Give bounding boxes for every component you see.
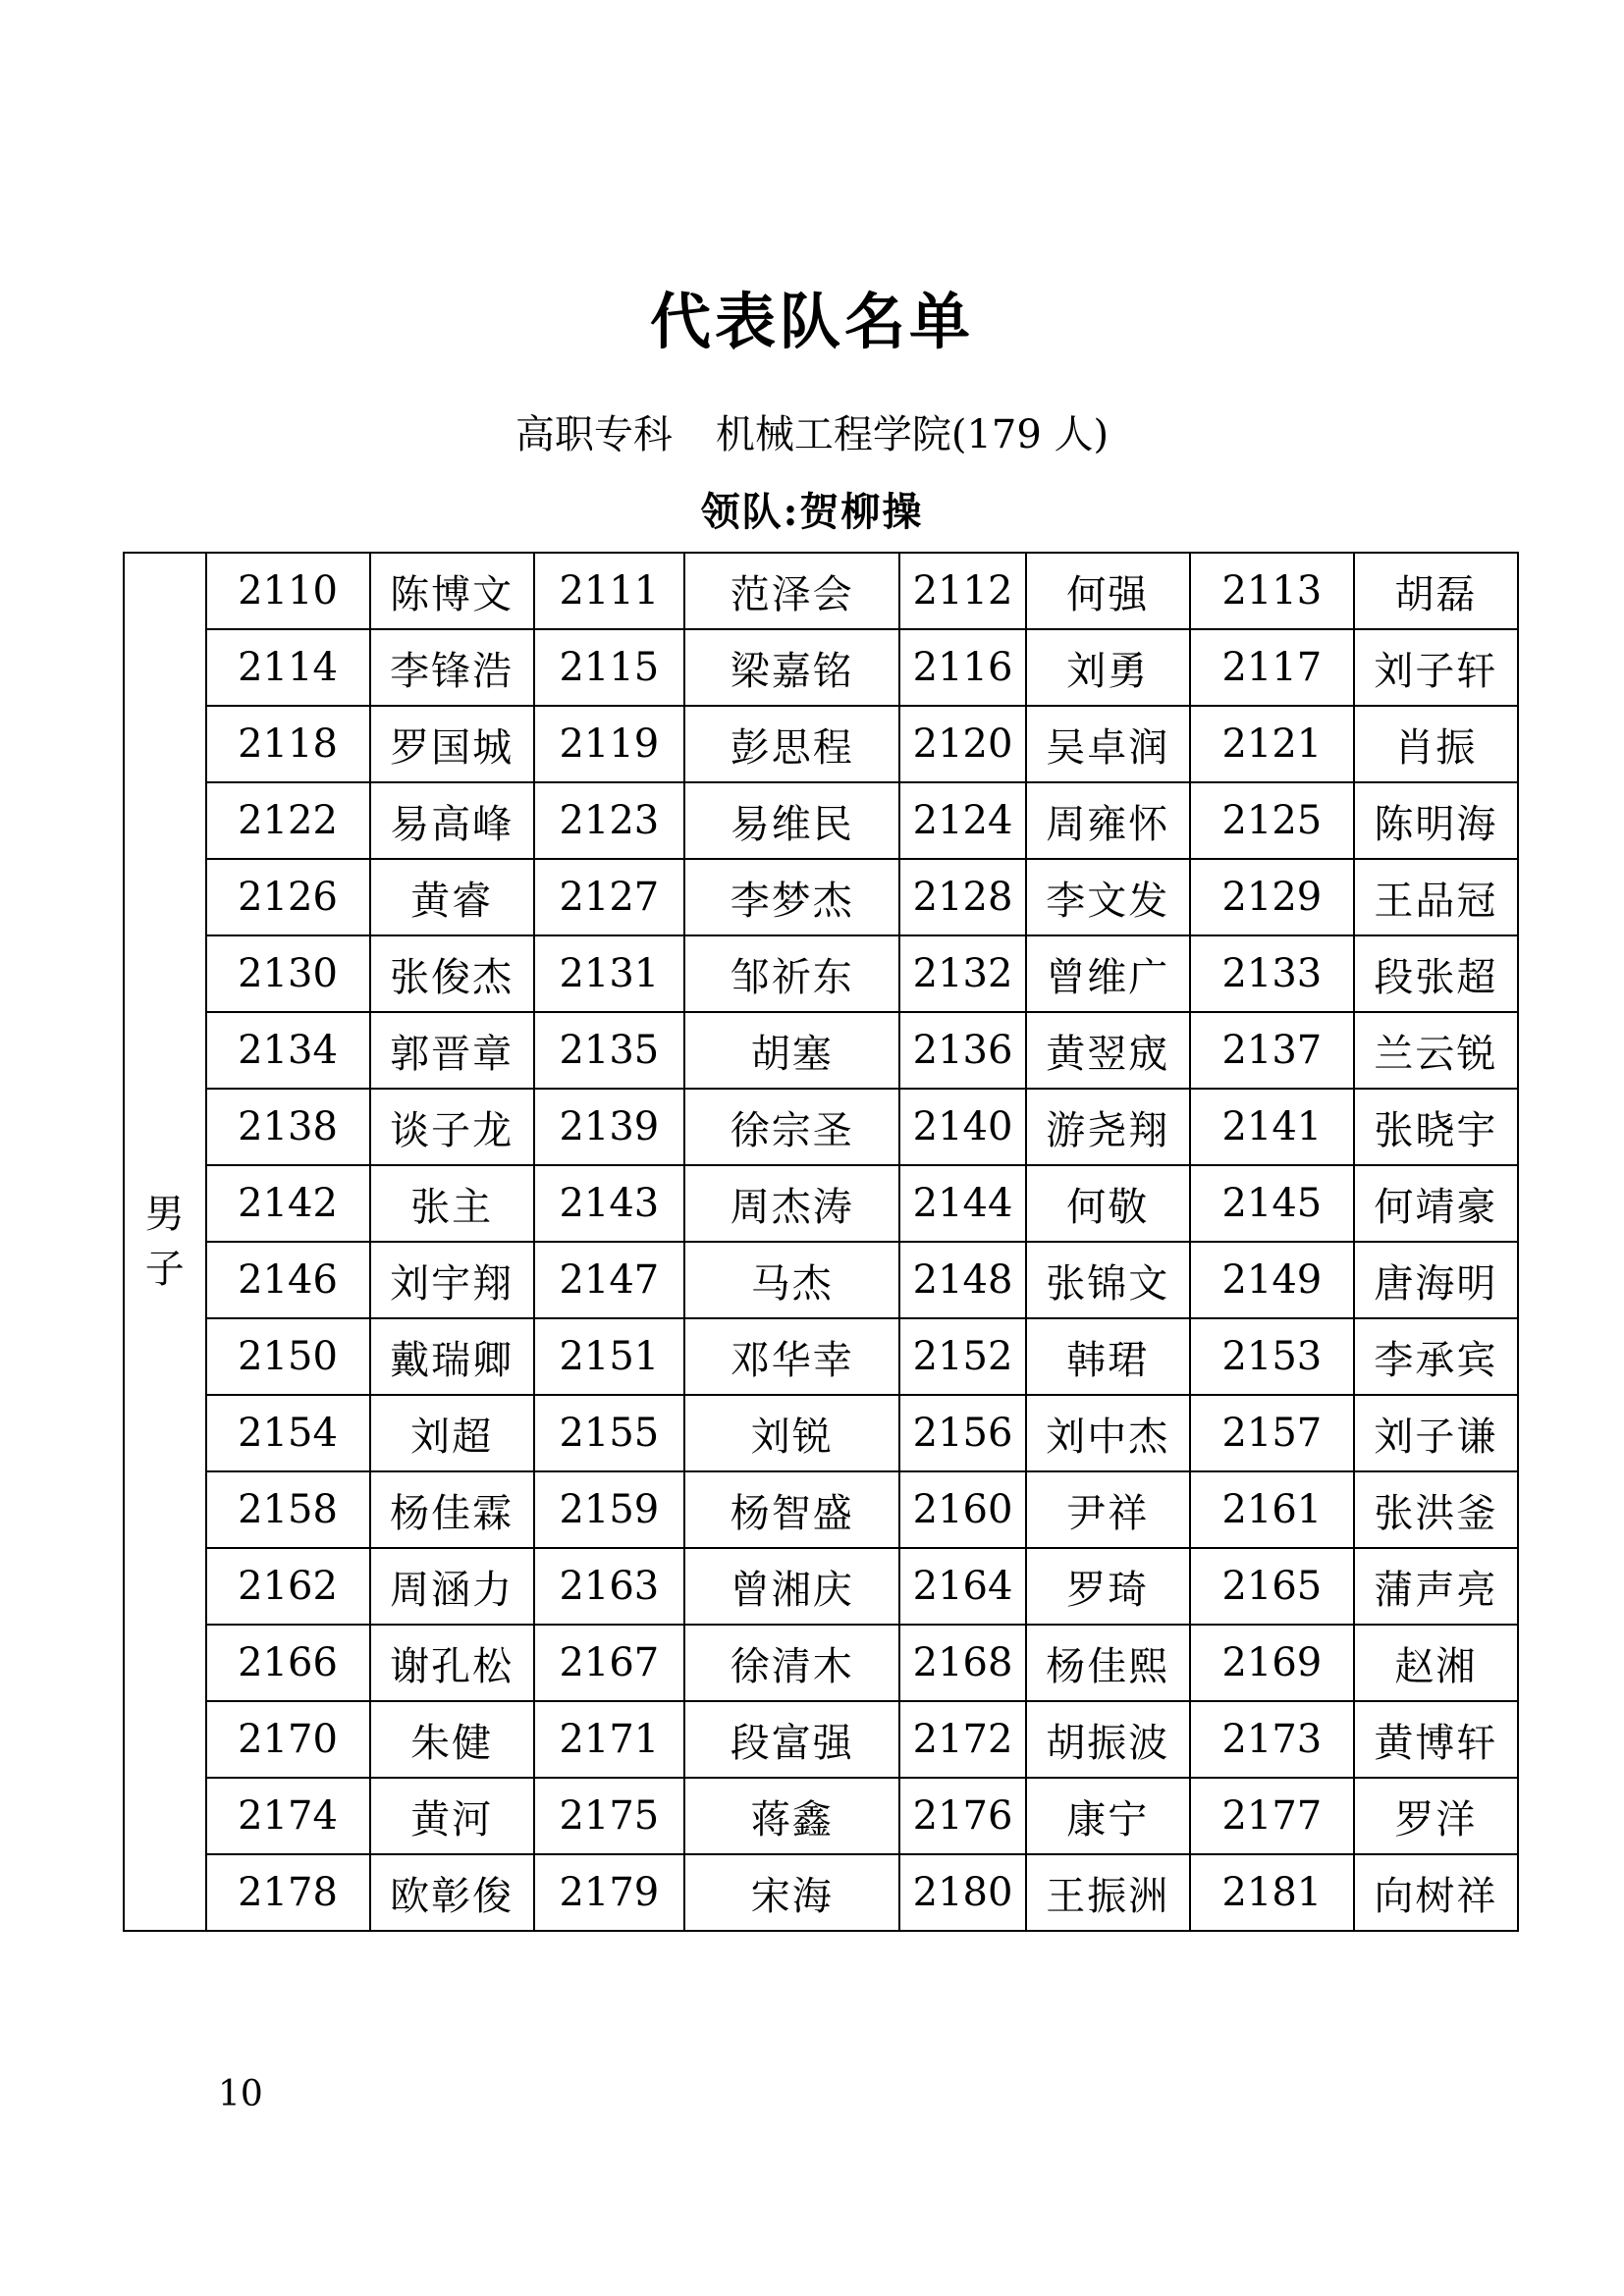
athlete-number: 2110 (206, 553, 370, 629)
athlete-name: 刘子谦 (1354, 1395, 1518, 1471)
athlete-name: 谢孔松 (370, 1625, 534, 1701)
athlete-name: 刘超 (370, 1395, 534, 1471)
athlete-name: 向树祥 (1354, 1854, 1518, 1931)
athlete-name: 张洪釜 (1354, 1471, 1518, 1548)
athlete-number: 2180 (899, 1854, 1025, 1931)
athlete-name: 胡振波 (1026, 1701, 1190, 1778)
athlete-number: 2127 (534, 859, 684, 935)
athlete-name: 徐宗圣 (684, 1089, 899, 1165)
athlete-number: 2123 (534, 782, 684, 859)
team-subtitle (0, 405, 1624, 464)
athlete-name: 段富强 (684, 1701, 899, 1778)
athlete-name: 陈明海 (1354, 782, 1518, 859)
athlete-number: 2153 (1190, 1318, 1354, 1395)
athlete-name: 宋海 (684, 1854, 899, 1931)
athlete-number: 2175 (534, 1778, 684, 1854)
athlete-number: 2129 (1190, 859, 1354, 935)
athlete-name: 张锦文 (1026, 1242, 1190, 1318)
athlete-name: 王振洲 (1026, 1854, 1190, 1931)
athlete-number: 2115 (534, 629, 684, 706)
athlete-name: 郭晋章 (370, 1012, 534, 1089)
athlete-number: 2158 (206, 1471, 370, 1548)
athlete-name: 曾湘庆 (684, 1548, 899, 1625)
athlete-name: 胡塞 (684, 1012, 899, 1089)
athlete-name: 赵湘 (1354, 1625, 1518, 1701)
athlete-name: 杨智盛 (684, 1471, 899, 1548)
athlete-name: 易高峰 (370, 782, 534, 859)
table-row (124, 706, 1518, 782)
athlete-name: 张晓宇 (1354, 1089, 1518, 1165)
leader-name: 贺柳操 (799, 489, 924, 535)
category-label: 高职专科 (514, 412, 673, 457)
athlete-number: 2133 (1190, 935, 1354, 1012)
page-title: 代表队名单 (649, 286, 974, 357)
athlete-number: 2116 (899, 629, 1025, 706)
athlete-number: 2164 (899, 1548, 1025, 1625)
athlete-number: 2140 (899, 1089, 1025, 1165)
athlete-number: 2124 (899, 782, 1025, 859)
athlete-name: 彭思程 (684, 706, 899, 782)
table-row (124, 1242, 1518, 1318)
athlete-name: 尹祥 (1026, 1471, 1190, 1548)
athlete-name: 周涵力 (370, 1548, 534, 1625)
athlete-number: 2170 (206, 1701, 370, 1778)
athlete-name: 邓华幸 (684, 1318, 899, 1395)
team-leader (0, 483, 1624, 542)
athlete-number: 2136 (899, 1012, 1025, 1089)
athlete-name: 欧彰俊 (370, 1854, 534, 1931)
athlete-number: 2146 (206, 1242, 370, 1318)
athlete-name: 韩珺 (1026, 1318, 1190, 1395)
athlete-name: 黄睿 (370, 859, 534, 935)
athlete-number: 2159 (534, 1471, 684, 1548)
group-label: 男子 (144, 1192, 185, 1292)
athlete-name: 杨佳霖 (370, 1471, 534, 1548)
athlete-number: 2160 (899, 1471, 1025, 1548)
athlete-number: 2138 (206, 1089, 370, 1165)
athlete-name: 张主 (370, 1165, 534, 1242)
athlete-number: 2154 (206, 1395, 370, 1471)
athlete-name: 曾维广 (1026, 935, 1190, 1012)
athlete-number: 2145 (1190, 1165, 1354, 1242)
table-row (124, 935, 1518, 1012)
athlete-number: 2161 (1190, 1471, 1354, 1548)
athlete-name: 徐清木 (684, 1625, 899, 1701)
athlete-number: 2167 (534, 1625, 684, 1701)
athlete-name: 马杰 (684, 1242, 899, 1318)
athlete-number: 2118 (206, 706, 370, 782)
roster-body (124, 553, 1518, 1931)
athlete-name: 张俊杰 (370, 935, 534, 1012)
athlete-name: 朱健 (370, 1701, 534, 1778)
athlete-name: 何靖豪 (1354, 1165, 1518, 1242)
athlete-number: 2120 (899, 706, 1025, 782)
athlete-name: 刘锐 (684, 1395, 899, 1471)
athlete-name: 周雍怀 (1026, 782, 1190, 859)
athlete-name: 黄翌宬 (1026, 1012, 1190, 1089)
table-row (124, 1778, 1518, 1854)
athlete-name: 罗琦 (1026, 1548, 1190, 1625)
athlete-name: 刘宇翔 (370, 1242, 534, 1318)
athlete-number: 2122 (206, 782, 370, 859)
athlete-name: 周杰涛 (684, 1165, 899, 1242)
athlete-name: 李梦杰 (684, 859, 899, 935)
athlete-name: 谈子龙 (370, 1089, 534, 1165)
athlete-number: 2126 (206, 859, 370, 935)
athlete-name: 王品冠 (1354, 859, 1518, 935)
athlete-number: 2111 (534, 553, 684, 629)
athlete-name: 刘勇 (1026, 629, 1190, 706)
athlete-name: 唐海明 (1354, 1242, 1518, 1318)
athlete-number: 2179 (534, 1854, 684, 1931)
athlete-number: 2135 (534, 1012, 684, 1089)
athlete-number: 2181 (1190, 1854, 1354, 1931)
athlete-number: 2162 (206, 1548, 370, 1625)
athlete-number: 2139 (534, 1089, 684, 1165)
page-number: 10 (218, 2074, 263, 2114)
athlete-name: 吴卓润 (1026, 706, 1190, 782)
athlete-number: 2173 (1190, 1701, 1354, 1778)
athlete-number: 2169 (1190, 1625, 1354, 1701)
roster-table (123, 552, 1519, 1932)
athlete-number: 2113 (1190, 553, 1354, 629)
athlete-number: 2172 (899, 1701, 1025, 1778)
athlete-name: 蒲声亮 (1354, 1548, 1518, 1625)
athlete-name: 黄河 (370, 1778, 534, 1854)
athlete-number: 2151 (534, 1318, 684, 1395)
athlete-number: 2168 (899, 1625, 1025, 1701)
athlete-number: 2137 (1190, 1012, 1354, 1089)
table-row (124, 859, 1518, 935)
athlete-name: 李锋浩 (370, 629, 534, 706)
athlete-number: 2128 (899, 859, 1025, 935)
athlete-name: 梁嘉铭 (684, 629, 899, 706)
athlete-number: 2166 (206, 1625, 370, 1701)
athlete-name: 杨佳熙 (1026, 1625, 1190, 1701)
leader-label: 领队: (700, 489, 800, 535)
athlete-name: 易维民 (684, 782, 899, 859)
athlete-name: 罗洋 (1354, 1778, 1518, 1854)
table-row (124, 1165, 1518, 1242)
athlete-name: 胡磊 (1354, 553, 1518, 629)
athlete-name: 段张超 (1354, 935, 1518, 1012)
table-row (124, 1548, 1518, 1625)
table-row (124, 1854, 1518, 1931)
table-row (124, 782, 1518, 859)
athlete-name: 何敬 (1026, 1165, 1190, 1242)
athlete-name: 邹祈东 (684, 935, 899, 1012)
table-row (124, 1701, 1518, 1778)
athlete-number: 2132 (899, 935, 1025, 1012)
table-row (124, 1089, 1518, 1165)
table-row (124, 1012, 1518, 1089)
athlete-number: 2141 (1190, 1089, 1354, 1165)
athlete-number: 2152 (899, 1318, 1025, 1395)
athlete-name: 刘中杰 (1026, 1395, 1190, 1471)
table-row (124, 553, 1518, 629)
athlete-name: 蒋鑫 (684, 1778, 899, 1854)
athlete-number: 2121 (1190, 706, 1354, 782)
team-label: 机械工程学院(179 人) (715, 412, 1110, 457)
athlete-name: 肖振 (1354, 706, 1518, 782)
athlete-name: 何强 (1026, 553, 1190, 629)
table-row (124, 1395, 1518, 1471)
athlete-number: 2117 (1190, 629, 1354, 706)
table-row (124, 1471, 1518, 1548)
athlete-name: 范泽会 (684, 553, 899, 629)
athlete-number: 2114 (206, 629, 370, 706)
athlete-number: 2157 (1190, 1395, 1354, 1471)
athlete-number: 2147 (534, 1242, 684, 1318)
athlete-number: 2131 (534, 935, 684, 1012)
athlete-name: 兰云锐 (1354, 1012, 1518, 1089)
athlete-number: 2112 (899, 553, 1025, 629)
athlete-number: 2119 (534, 706, 684, 782)
athlete-number: 2165 (1190, 1548, 1354, 1625)
athlete-name: 李承宾 (1354, 1318, 1518, 1395)
athlete-number: 2144 (899, 1165, 1025, 1242)
group-cell (124, 553, 206, 1931)
athlete-number: 2125 (1190, 782, 1354, 859)
athlete-number: 2148 (899, 1242, 1025, 1318)
athlete-name: 陈博文 (370, 553, 534, 629)
athlete-number: 2178 (206, 1854, 370, 1931)
athlete-name: 罗国城 (370, 706, 534, 782)
athlete-number: 2174 (206, 1778, 370, 1854)
table-row (124, 1625, 1518, 1701)
athlete-name: 游尧翔 (1026, 1089, 1190, 1165)
athlete-number: 2150 (206, 1318, 370, 1395)
athlete-number: 2134 (206, 1012, 370, 1089)
athlete-number: 2142 (206, 1165, 370, 1242)
athlete-number: 2177 (1190, 1778, 1354, 1854)
athlete-number: 2143 (534, 1165, 684, 1242)
athlete-number: 2155 (534, 1395, 684, 1471)
athlete-number: 2130 (206, 935, 370, 1012)
athlete-number: 2176 (899, 1778, 1025, 1854)
athlete-name: 康宁 (1026, 1778, 1190, 1854)
table-row (124, 629, 1518, 706)
athlete-number: 2163 (534, 1548, 684, 1625)
athlete-number: 2149 (1190, 1242, 1354, 1318)
athlete-name: 李文发 (1026, 859, 1190, 935)
athlete-number: 2171 (534, 1701, 684, 1778)
athlete-name: 戴瑞卿 (370, 1318, 534, 1395)
athlete-number: 2156 (899, 1395, 1025, 1471)
table-row (124, 1318, 1518, 1395)
athlete-name: 黄博轩 (1354, 1701, 1518, 1778)
athlete-name: 刘子轩 (1354, 629, 1518, 706)
